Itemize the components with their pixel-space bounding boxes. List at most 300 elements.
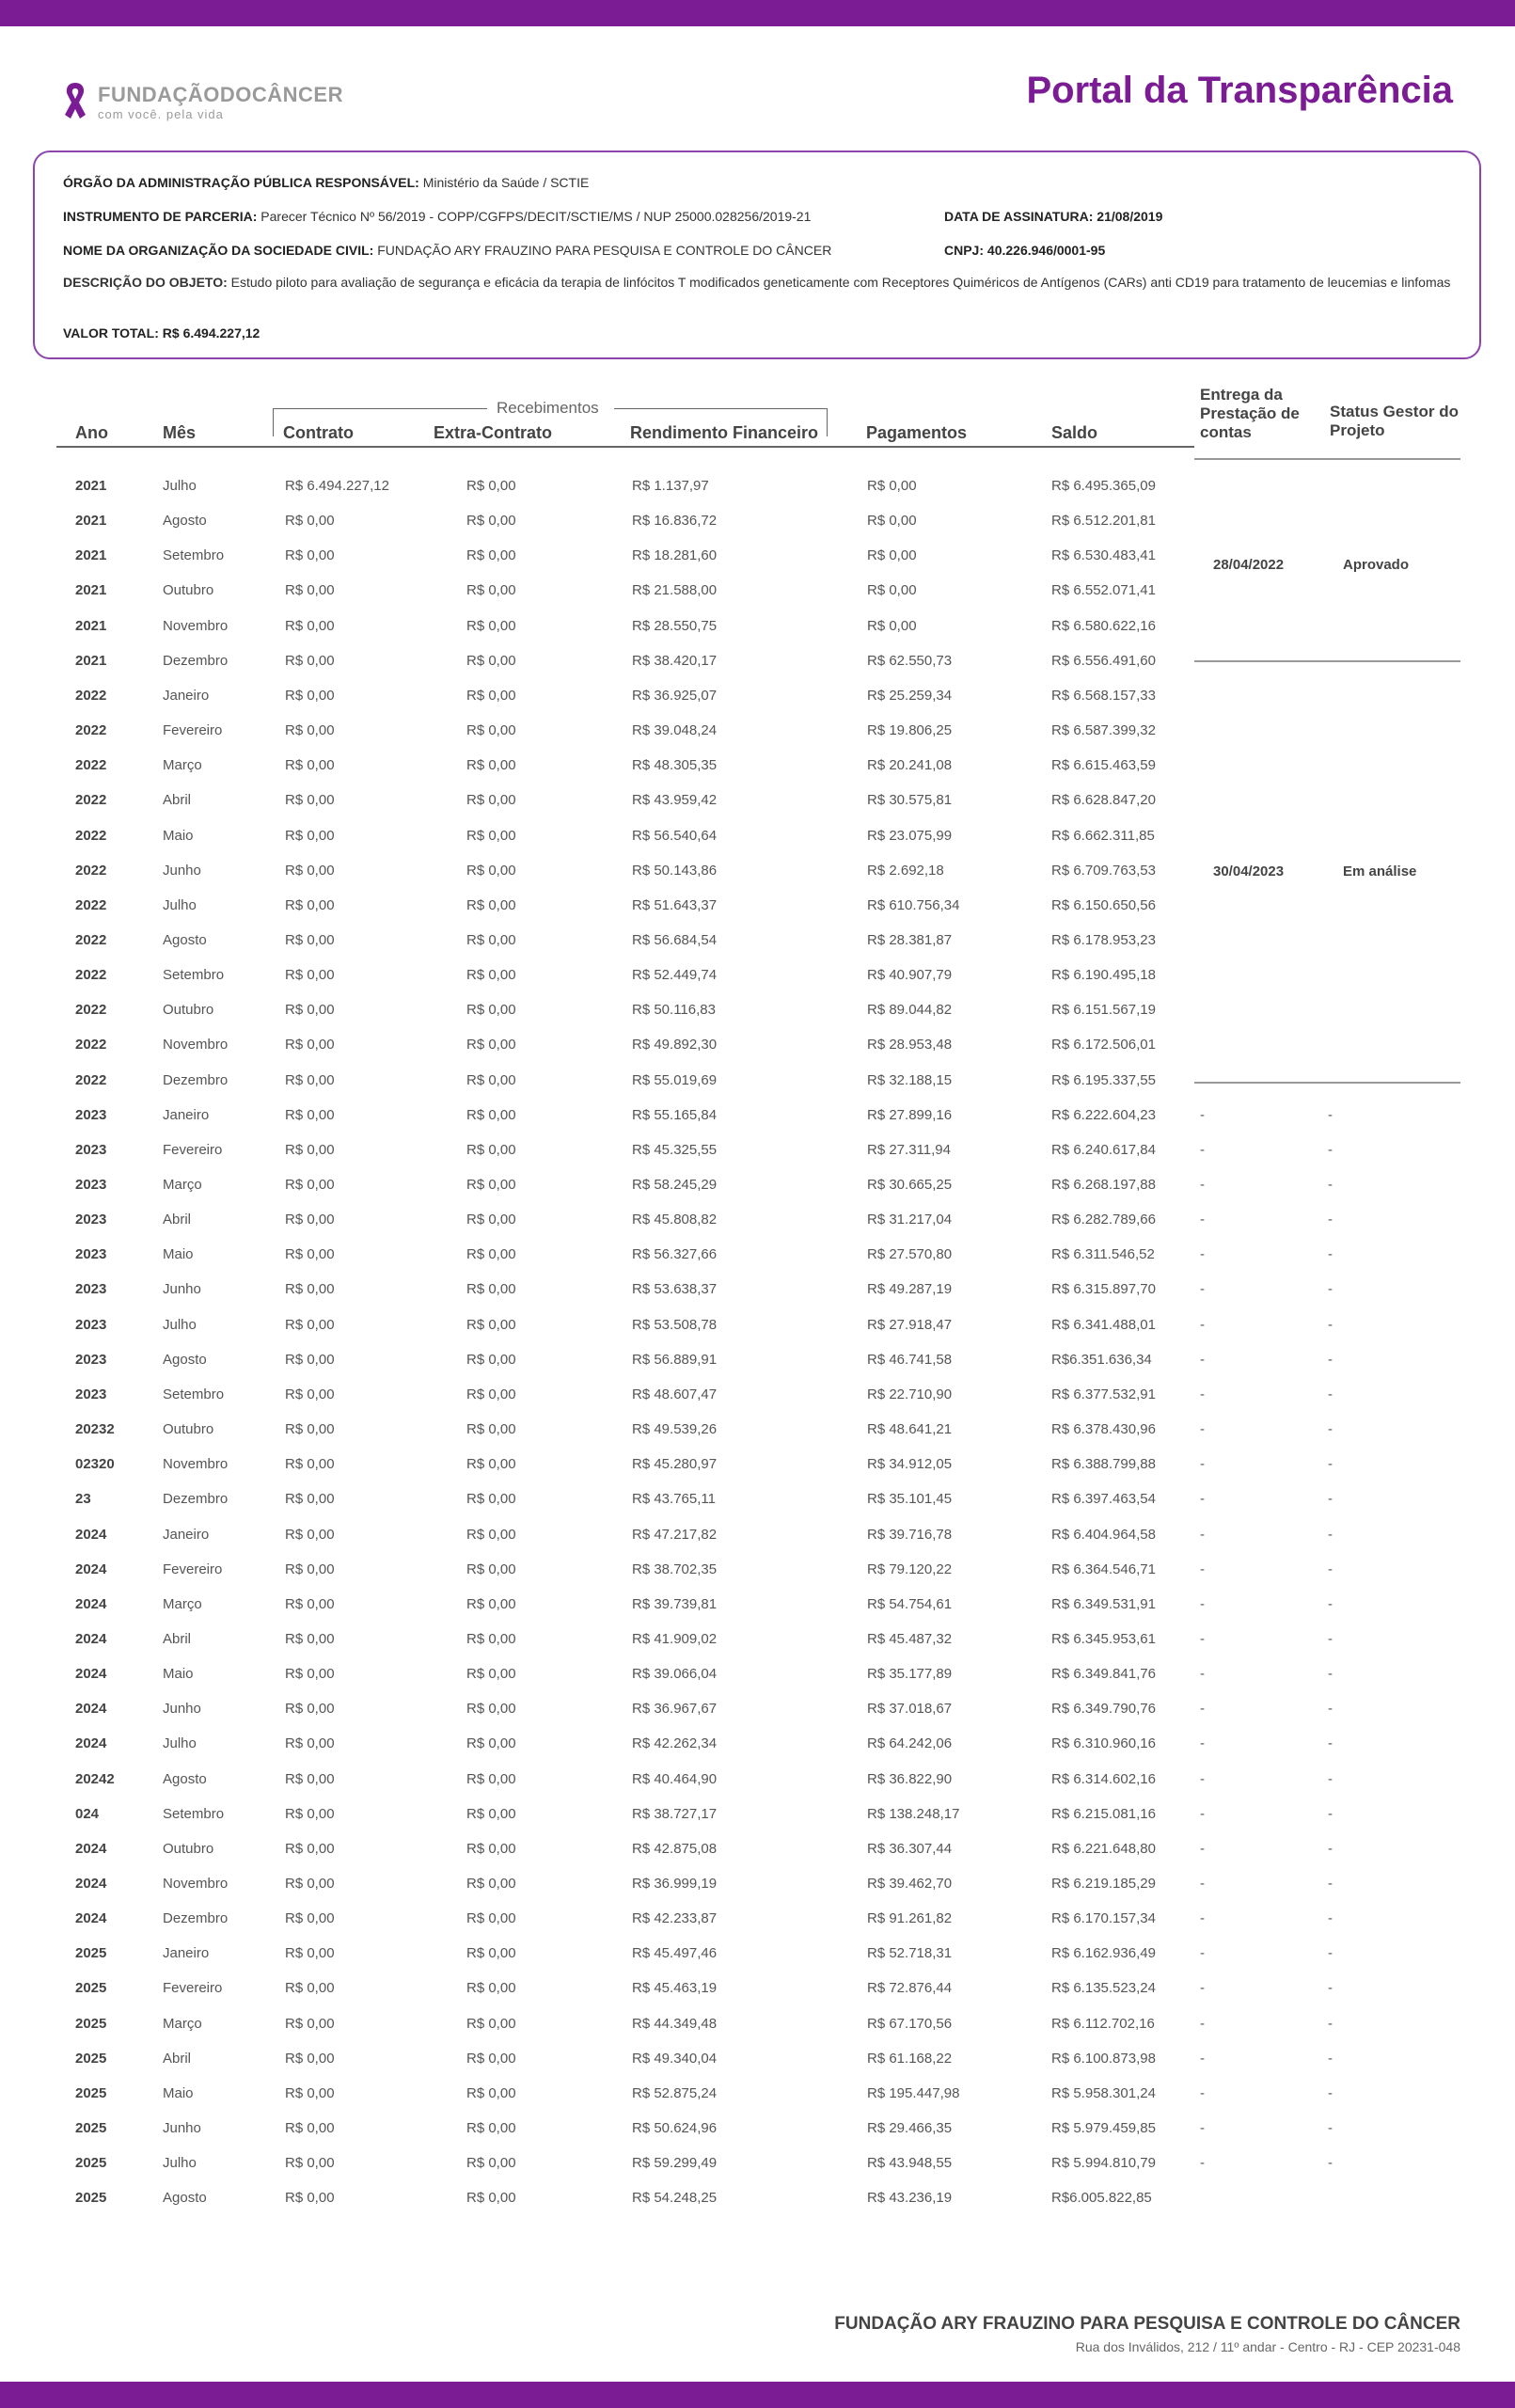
cell-saldo: R$ 6.240.617,84 [1051,1141,1156,1158]
table-row [0,713,1515,748]
cnpj-label: CNPJ: [944,243,985,258]
table-row [0,783,1515,817]
cell-contrato: R$ 0,00 [285,757,335,774]
cell-mes: Outubro [163,1840,214,1857]
cell-saldo: R$ 6.628.847,20 [1051,792,1156,809]
cell-status: - [1328,1910,1333,1927]
cell-mes: Novembro [163,1456,229,1473]
table-row [0,2006,1515,2041]
cell-saldo: R$ 6.345.953,61 [1051,1630,1156,1647]
cell-ano: 2022 [75,687,107,704]
cell-status: - [1328,1491,1333,1508]
cell-ano: 2021 [75,513,107,530]
table-row [0,538,1515,573]
instrumento-label: INSTRUMENTO DE PARCERIA: [63,209,258,224]
cell-contrato: R$ 0,00 [285,1212,335,1228]
valor-total-value: R$ 6.494.227,12 [162,325,260,341]
cell-saldo: R$ 6.150.650,56 [1051,896,1156,913]
cell-contrato: R$ 0,00 [285,582,335,599]
cell-mes: Agosto [163,2190,207,2207]
cell-extra-contrato: R$ 0,00 [466,757,516,774]
cell-saldo: R$ 6.378.430,96 [1051,1421,1156,1438]
cell-rendimento: R$ 42.875,08 [632,1840,718,1857]
cell-entrega: - [1200,2120,1205,2137]
col-header-entrega: Entrega da Prestação de contas [1200,386,1300,441]
cell-ano: 2021 [75,652,107,669]
cell-contrato: R$ 0,00 [285,1840,335,1857]
cell-pagamentos: R$ 35.177,89 [867,1666,953,1683]
cell-contrato: R$ 0,00 [285,1980,335,1997]
cell-contrato: R$ 0,00 [285,1945,335,1962]
cell-contrato: R$ 0,00 [285,1701,335,1718]
cell-status: - [1328,1351,1333,1368]
cell-mes: Abril [163,1212,192,1228]
cell-ano: 2023 [75,1106,107,1123]
cell-extra-contrato: R$ 0,00 [466,2155,516,2172]
cell-mes: Novembro [163,617,229,634]
cell-contrato: R$ 0,00 [285,896,335,913]
cell-mes: Novembro [163,1037,229,1054]
cell-mes: Julho [163,896,197,913]
cell-pagamentos: R$ 27.311,94 [867,1141,951,1158]
cell-ano: 2025 [75,2190,107,2207]
cell-rendimento: R$ 52.449,74 [632,967,718,984]
cell-pagamentos: R$ 91.261,82 [867,1910,953,1927]
cell-saldo: R$ 6.268.197,88 [1051,1177,1156,1193]
cell-pagamentos: R$ 2.692,18 [867,862,944,879]
cell-saldo: R$ 5.958.301,24 [1051,2084,1156,2101]
cell-extra-contrato: R$ 0,00 [466,722,516,739]
cell-saldo: R$ 6.151.567,19 [1051,1002,1156,1019]
cell-pagamentos: R$ 29.466,35 [867,2120,953,2137]
cell-ano: 2022 [75,722,107,739]
cell-ano: 2025 [75,1980,107,1997]
cell-entrega: - [1200,1945,1205,1962]
cell-rendimento: R$ 54.248,25 [632,2190,718,2207]
cell-entrega: - [1200,1735,1205,1752]
cell-pagamentos: R$ 27.570,80 [867,1246,953,1263]
cell-status: - [1328,1281,1333,1298]
cell-ano: 2023 [75,1141,107,1158]
cell-saldo: R$ 6.314.602,16 [1051,1770,1156,1787]
table-row [0,1866,1515,1901]
cell-rendimento: R$ 45.808,82 [632,1212,718,1228]
cell-extra-contrato: R$ 0,00 [466,1071,516,1088]
cell-contrato: R$ 0,00 [285,687,335,704]
cell-ano: 2022 [75,931,107,948]
col-header-extra-contrato: Extra-Contrato [434,423,553,442]
cell-rendimento: R$ 45.497,46 [632,1945,718,1962]
cell-ano: 2023 [75,1386,107,1402]
cell-entrega: - [1200,1595,1205,1612]
cell-saldo: R$6.351.636,34 [1051,1351,1152,1368]
cell-rendimento: R$ 56.684,54 [632,931,718,948]
cell-ano: 2022 [75,862,107,879]
cell-pagamentos: R$ 48.641,21 [867,1421,953,1438]
cell-saldo: R$ 6.364.546,71 [1051,1560,1156,1577]
cell-rendimento: R$ 39.066,04 [632,1666,718,1683]
cell-pagamentos: R$ 19.806,25 [867,722,953,739]
top-bar [0,0,1515,26]
table-row [0,923,1515,958]
cell-rendimento: R$ 47.217,82 [632,1526,718,1543]
cell-status: - [1328,1876,1333,1892]
cell-pagamentos: R$ 0,00 [867,513,917,530]
cell-ano: 2023 [75,1177,107,1193]
cell-extra-contrato: R$ 0,00 [466,1595,516,1612]
table-row [0,1762,1515,1797]
cell-extra-contrato: R$ 0,00 [466,547,516,564]
cell-pagamentos: R$ 43.236,19 [867,2190,953,2207]
cell-pagamentos: R$ 52.718,31 [867,1945,953,1962]
cell-ano: 2024 [75,1840,107,1857]
cell-contrato: R$ 0,00 [285,2050,335,2067]
cell-pagamentos: R$ 0,00 [867,582,917,599]
table-row [0,1726,1515,1761]
cell-contrato: R$ 0,00 [285,1770,335,1787]
col-header-mes: Mês [163,423,197,442]
cell-saldo: R$ 6.349.531,91 [1051,1595,1156,1612]
cell-ano: 2022 [75,1002,107,1019]
cell-pagamentos: R$ 46.741,58 [867,1351,953,1368]
cell-mes: Março [163,1595,202,1612]
cell-mes: Maio [163,827,194,844]
cell-status: - [1328,1456,1333,1473]
cell-status: - [1328,1945,1333,1962]
cell-ano: 2025 [75,2084,107,2101]
cell-pagamentos: R$ 34.912,05 [867,1456,953,1473]
cell-contrato: R$ 0,00 [285,1177,335,1193]
cell-extra-contrato: R$ 0,00 [466,827,516,844]
cell-entrega: - [1200,1386,1205,1402]
cell-pagamentos: R$ 610.756,34 [867,896,960,913]
cell-entrega: - [1200,1630,1205,1647]
cell-mes: Março [163,757,202,774]
cell-entrega: - [1200,1666,1205,1683]
cell-pagamentos: R$ 43.948,55 [867,2155,953,2172]
cnpj-value: 40.226.946/0001-95 [986,243,1106,258]
cell-extra-contrato: R$ 0,00 [466,862,516,879]
cell-entrega: - [1200,1106,1205,1123]
cell-extra-contrato: R$ 0,00 [466,1421,516,1438]
cell-saldo: R$ 6.222.604,23 [1051,1106,1156,1123]
cell-entrega: - [1200,1246,1205,1263]
cell-extra-contrato: R$ 0,00 [466,792,516,809]
cell-mes: Março [163,2015,202,2032]
cell-entrega: - [1200,1876,1205,1892]
cell-ano: 2025 [75,2155,107,2172]
cell-ano: 2023 [75,1316,107,1333]
side-divider-top [1194,458,1460,460]
cell-ano: 2025 [75,2050,107,2067]
cell-extra-contrato: R$ 0,00 [466,652,516,669]
cell-contrato: R$ 0,00 [285,862,335,879]
cell-ano: 2021 [75,582,107,599]
cell-ano: 2025 [75,2015,107,2032]
orgao-line [63,175,589,190]
cell-ano: 2024 [75,1560,107,1577]
cell-extra-contrato: R$ 0,00 [466,1980,516,1997]
cell-ano: 2022 [75,1071,107,1088]
cell-extra-contrato: R$ 0,00 [466,1560,516,1577]
cell-ano: 20242 [75,1770,115,1787]
cell-rendimento: R$ 56.540,64 [632,827,718,844]
cell-saldo: R$ 6.349.790,76 [1051,1701,1156,1718]
cell-saldo: R$6.005.822,85 [1051,2190,1152,2207]
cell-pagamentos: R$ 31.217,04 [867,1212,953,1228]
entrega-2022: 30/04/2023 [1213,863,1285,879]
cell-saldo: R$ 6.709.763,53 [1051,862,1156,879]
cell-pagamentos: R$ 28.381,87 [867,931,953,948]
cell-contrato: R$ 0,00 [285,931,335,948]
cell-saldo: R$ 6.190.495,18 [1051,967,1156,984]
cell-pagamentos: R$ 61.168,22 [867,2050,953,2067]
cell-rendimento: R$ 41.909,02 [632,1630,718,1647]
cell-extra-contrato: R$ 0,00 [466,1526,516,1543]
cell-saldo: R$ 6.221.648,80 [1051,1840,1156,1857]
cell-rendimento: R$ 18.281,60 [632,547,718,564]
cell-entrega: - [1200,1456,1205,1473]
cell-rendimento: R$ 49.892,30 [632,1037,718,1054]
data-assinatura-line [944,209,1162,224]
cell-rendimento: R$ 50.624,96 [632,2120,718,2137]
cell-pagamentos: R$ 0,00 [867,478,917,494]
cell-mes: Fevereiro [163,1141,223,1158]
table-row [0,1133,1515,1167]
cell-ano: 2021 [75,478,107,494]
cell-mes: Dezembro [163,1491,229,1508]
table-row [0,2041,1515,2076]
cell-pagamentos: R$ 35.101,45 [867,1491,953,1508]
cell-saldo: R$ 6.162.936,49 [1051,1945,1156,1962]
cell-contrato: R$ 0,00 [285,1246,335,1263]
cell-contrato: R$ 0,00 [285,1560,335,1577]
cell-extra-contrato: R$ 0,00 [466,2190,516,2207]
table-row [0,1481,1515,1516]
cell-mes: Outubro [163,1002,214,1019]
cell-entrega: - [1200,2015,1205,2032]
cell-saldo: R$ 6.195.337,55 [1051,1071,1156,1088]
col-header-rendimento: Rendimento Financeiro [630,423,819,442]
cell-status: - [1328,1526,1333,1543]
cell-ano: 02320 [75,1456,115,1473]
cell-contrato: R$ 0,00 [285,547,335,564]
cell-mes: Janeiro [163,1945,210,1962]
cell-ano: 2023 [75,1281,107,1298]
cell-saldo: R$ 6.311.546,52 [1051,1246,1155,1263]
table-row [0,1656,1515,1691]
cell-rendimento: R$ 53.638,37 [632,1281,718,1298]
cell-extra-contrato: R$ 0,00 [466,931,516,948]
table-row [0,1342,1515,1377]
cell-pagamentos: R$ 20.241,08 [867,757,953,774]
cell-entrega: - [1200,2155,1205,2172]
cell-contrato: R$ 0,00 [285,513,335,530]
col-header-status: Status Gestor do Projeto [1330,403,1459,439]
cell-contrato: R$ 0,00 [285,2015,335,2032]
cell-entrega: - [1200,1701,1205,1718]
cell-pagamentos: R$ 45.487,32 [867,1630,953,1647]
cell-pagamentos: R$ 36.307,44 [867,1840,953,1857]
cell-contrato: R$ 0,00 [285,1526,335,1543]
cell-rendimento: R$ 38.727,17 [632,1805,718,1822]
cell-extra-contrato: R$ 0,00 [466,1002,516,1019]
cell-saldo: R$ 6.552.071,41 [1051,582,1156,599]
cell-entrega: - [1200,1141,1205,1158]
cell-entrega: - [1200,1840,1205,1857]
nome-label: NOME DA ORGANIZAÇÃO DA SOCIEDADE CIVIL: [63,243,374,258]
cell-rendimento: R$ 36.925,07 [632,687,718,704]
cell-entrega: - [1200,1351,1205,1368]
cell-extra-contrato: R$ 0,00 [466,967,516,984]
cell-saldo: R$ 6.112.702,16 [1051,2015,1155,2032]
cell-rendimento: R$ 56.889,91 [632,1351,718,1368]
table-row [0,1622,1515,1656]
cell-ano: 20232 [75,1421,115,1438]
table-row [0,992,1515,1027]
cell-rendimento: R$ 16.836,72 [632,513,718,530]
cell-status: - [1328,2084,1333,2101]
cell-extra-contrato: R$ 0,00 [466,2120,516,2137]
col-header-saldo: Saldo [1051,423,1098,442]
cell-saldo: R$ 5.979.459,85 [1051,2120,1156,2137]
cell-ano: 2023 [75,1212,107,1228]
cell-status: - [1328,1630,1333,1647]
cell-mes: Abril [163,792,192,809]
cnpj-line [944,243,1105,258]
cell-mes: Setembro [163,547,225,564]
cell-mes: Maio [163,2084,194,2101]
recebimentos-label: Recebimentos [497,399,599,417]
cell-saldo: R$ 6.495.365,09 [1051,478,1156,494]
cell-status: - [1328,1141,1333,1158]
cell-mes: Agosto [163,1770,207,1787]
cell-saldo: R$ 6.377.532,91 [1051,1386,1156,1402]
cell-saldo: R$ 5.994.810,79 [1051,2155,1156,2172]
cell-pagamentos: R$ 39.462,70 [867,1876,953,1892]
cell-status: - [1328,1316,1333,1333]
descricao-value: Estudo piloto para avaliação de segurança e eficácia da terapia de linfócitos T modificados geneticamente com Receptores Quiméricos de Antígenos (CARs) anti CD19 para tratamento de leucemias e linfomas [230,275,1451,290]
table-row [0,2076,1515,2111]
cell-rendimento: R$ 21.588,00 [632,582,718,599]
cell-saldo: R$ 6.568.157,33 [1051,687,1156,704]
cell-ano: 2024 [75,1701,107,1718]
cell-status: - [1328,1735,1333,1752]
cell-extra-contrato: R$ 0,00 [466,1351,516,1368]
table-row [0,1377,1515,1412]
valor-total-label: VALOR TOTAL: [63,325,159,341]
nome-line [63,243,831,258]
table-row [0,1272,1515,1307]
cell-pagamentos: R$ 30.665,25 [867,1177,953,1193]
cell-status: - [1328,1386,1333,1402]
footer-organization-name: FUNDAÇÃO ARY FRAUZINO PARA PESQUISA E CONTROLE DO CÂNCER [834,2314,1460,2334]
cell-rendimento: R$ 48.607,47 [632,1386,718,1402]
cell-extra-contrato: R$ 0,00 [466,1910,516,1927]
cell-rendimento: R$ 42.233,87 [632,1910,718,1927]
cell-pagamentos: R$ 22.710,90 [867,1386,953,1402]
cell-mes: Setembro [163,1805,225,1822]
cell-contrato: R$ 0,00 [285,827,335,844]
cell-extra-contrato: R$ 0,00 [466,2015,516,2032]
cell-pagamentos: R$ 30.575,81 [867,792,953,809]
cell-rendimento: R$ 49.340,04 [632,2050,718,2067]
cell-mes: Março [163,1177,202,1193]
cell-ano: 024 [75,1805,100,1822]
cell-entrega: - [1200,2050,1205,2067]
cell-contrato: R$ 6.494.227,12 [285,478,389,494]
table-row [0,503,1515,538]
instrumento-line [63,209,811,224]
table-row [0,573,1515,608]
cell-extra-contrato: R$ 0,00 [466,1212,516,1228]
table-row [0,2180,1515,2215]
cell-mes: Julho [163,1735,197,1752]
header-divider [56,446,1194,448]
orgao-value: Ministério da Saúde / SCTIE [422,175,590,190]
cell-contrato: R$ 0,00 [285,1037,335,1054]
table-row [0,2146,1515,2180]
table-row [0,1412,1515,1447]
table-row [0,1027,1515,1062]
valor-total-line [63,325,260,341]
cell-ano: 2024 [75,1910,107,1927]
data-assinatura-value: 21/08/2019 [1097,209,1163,224]
cell-rendimento: R$ 43.765,11 [632,1491,716,1508]
cell-contrato: R$ 0,00 [285,792,335,809]
cell-extra-contrato: R$ 0,00 [466,1177,516,1193]
logo-tagline: com você. pela vida [98,107,224,121]
cell-mes: Julho [163,478,197,494]
cell-entrega: - [1200,1177,1205,1193]
cell-rendimento: R$ 50.143,86 [632,862,718,879]
cell-saldo: R$ 6.349.841,76 [1051,1666,1156,1683]
cell-extra-contrato: R$ 0,00 [466,1735,516,1752]
col-header-ano: Ano [75,423,108,442]
cell-extra-contrato: R$ 0,00 [466,1945,516,1962]
cell-mes: Dezembro [163,652,229,669]
cell-rendimento: R$ 45.463,19 [632,1980,718,1997]
cell-mes: Agosto [163,931,207,948]
cell-rendimento: R$ 51.643,37 [632,896,718,913]
descricao-label: DESCRIÇÃO DO OBJETO: [63,275,228,290]
cell-contrato: R$ 0,00 [285,1735,335,1752]
cell-saldo: R$ 6.219.185,29 [1051,1876,1156,1892]
cell-extra-contrato: R$ 0,00 [466,1840,516,1857]
cell-extra-contrato: R$ 0,00 [466,1316,516,1333]
cell-saldo: R$ 6.530.483,41 [1051,547,1156,564]
portal-title: Portal da Transparência [1026,70,1453,111]
cell-ano: 2023 [75,1351,107,1368]
bottom-bar [0,2382,1515,2408]
cell-pagamentos: R$ 0,00 [867,547,917,564]
cell-mes: Abril [163,2050,192,2067]
cell-contrato: R$ 0,00 [285,1141,335,1158]
cell-extra-contrato: R$ 0,00 [466,1246,516,1263]
cell-mes: Junho [163,1281,201,1298]
cell-ano: 2022 [75,827,107,844]
cell-mes: Novembro [163,1876,229,1892]
cell-rendimento: R$ 50.116,83 [632,1002,716,1019]
orgao-label: ÓRGÃO DA ADMINISTRAÇÃO PÚBLICA RESPONSÁVEL: [63,175,419,190]
table-row [0,1552,1515,1587]
cell-mes: Outubro [163,1421,214,1438]
cell-rendimento: R$ 55.165,84 [632,1106,718,1123]
cell-mes: Junho [163,2120,201,2137]
cell-saldo: R$ 6.512.201,81 [1051,513,1156,530]
cell-extra-contrato: R$ 0,00 [466,896,516,913]
cell-contrato: R$ 0,00 [285,1316,335,1333]
